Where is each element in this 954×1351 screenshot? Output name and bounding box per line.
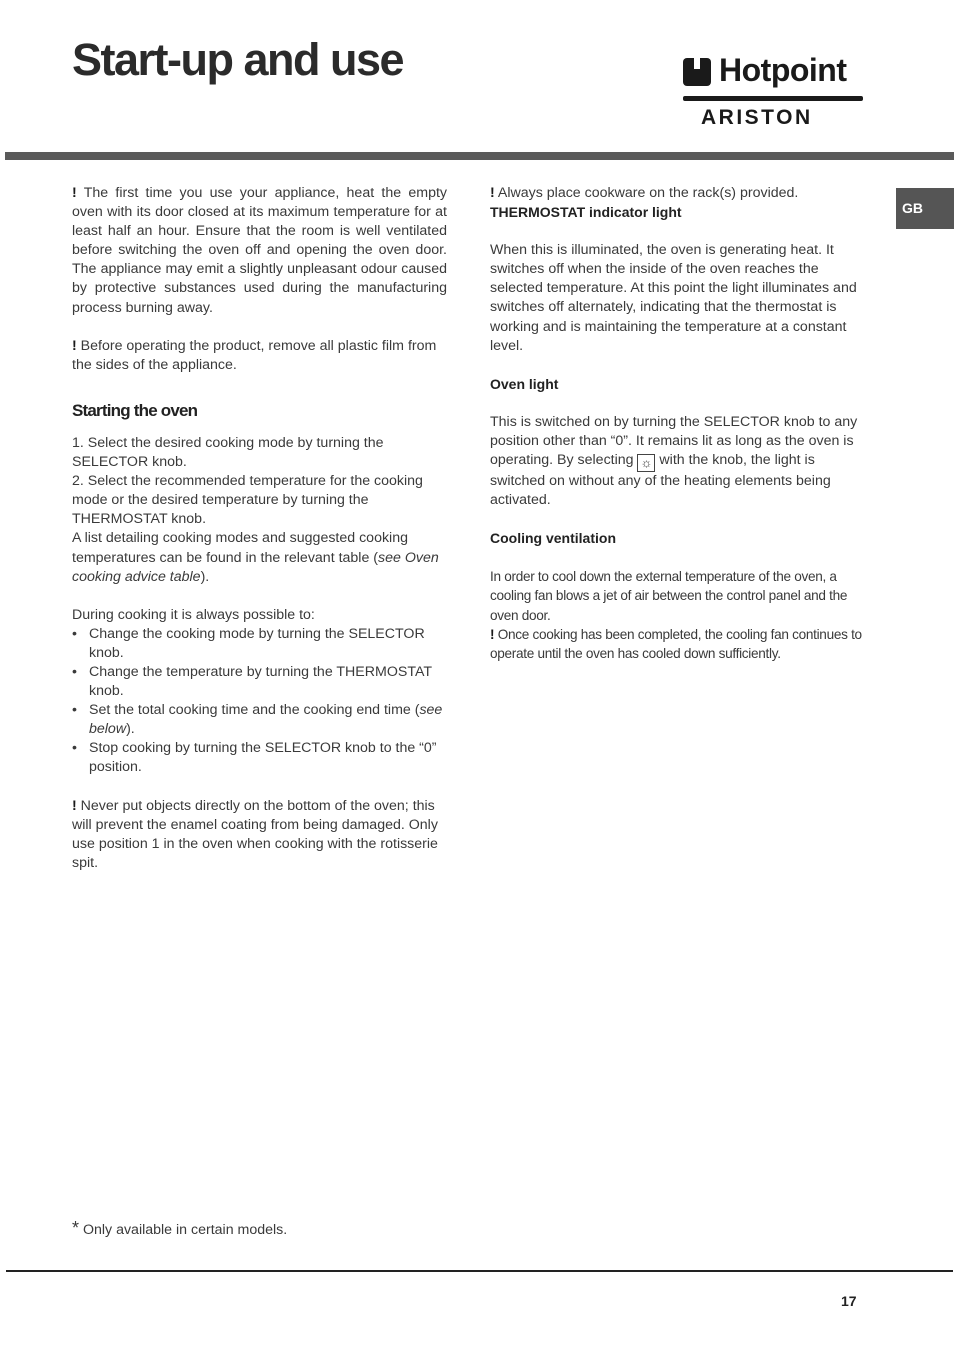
oven-light-text (490, 413, 864, 510)
logo-brand-text: Hotpoint (719, 52, 847, 88)
warning-bottom-objects-text: Never put objects directly on the bottom of the oven; this will prevent the enamel coating from being damaged. Only use position 1 in the oven when cooking with the rotisserie spit. (72, 797, 438, 871)
list-item: • Stop cooking by turning the SELECTOR knob to the “0” position. (72, 739, 447, 777)
cooking-table-reference: see Oven cooking advice table (72, 549, 439, 585)
section-heading-starting: Starting the oven (72, 400, 198, 420)
language-tab: GB (896, 188, 954, 229)
warning-cooling-fan (490, 625, 864, 663)
section-heading-thermostat: THERMOSTAT indicator light (490, 204, 682, 221)
logo-sub-text: ARISTON (701, 106, 813, 129)
step-1: 1. Select the desired cooking mode by turning the SELECTOR knob. (72, 434, 384, 471)
warning-first-use-text: The first time you use your appliance, heat the empty oven with its door closed at its maximum temperature for at least half an hour. Ensure that the room is well ventilated before switching the oven off and opening the oven door. The appliance may emit a slightly unpleasant odour caused by protective substances used during the manufacturing process burning away. (72, 185, 447, 316)
header-divider (5, 152, 954, 160)
section-heading-cooling: Cooling ventilation (490, 530, 616, 547)
warning-plastic-film-text: Before operating the product, remove all plastic film from the sides of the appliance. (72, 337, 437, 373)
brand-logo (683, 52, 863, 132)
during-cooking-intro: During cooking it is always possible to: (72, 606, 315, 623)
footnote-text: Only available in certain models. (79, 1222, 288, 1238)
list-item: • Change the temperature by turning the THERMOSTAT knob. (72, 663, 447, 701)
logo-bar (683, 96, 863, 101)
warning-cookware (490, 184, 864, 203)
section-heading-oven-light: Oven light (490, 375, 559, 392)
light-bulb-icon: ☼ (637, 454, 655, 472)
right-column (490, 184, 864, 663)
warning-cooling-fan-text: Once cooking has been completed, the cooling fan continues to operate until the oven has cooled down sufficiently. (490, 626, 862, 661)
thermostat-text: When this is illuminated, the oven is generating heat. It switches off when the inside of the oven reaches the selected temperature. At this point the light illuminates and switches off alternately, indicating that the thermostat is working and is maintaining the temperature at a constant level. (490, 242, 857, 354)
step-2: 2. Select the recommended temperature for the cooking mode or the desired temperature by turning the THERMOSTAT knob. (72, 473, 423, 528)
list-item-text-a: Set the total cooking time and the cooking end time ( (89, 702, 420, 719)
page-number: 17 (841, 1293, 857, 1309)
warning-mark: ! (490, 185, 495, 201)
warning-first-use (72, 184, 447, 318)
oven-light-text-a: This is switched on by turning the SELECTOR knob to any position other than “0”. It remains lit as long as the oven is operating. By selecting (490, 413, 858, 469)
list-item (72, 701, 447, 739)
cooking-table-note (72, 529, 447, 586)
warning-mark: ! (72, 185, 77, 201)
list-item: • Change the cooking mode by turning the SELECTOR knob. (72, 625, 447, 663)
asterisk-mark: * (72, 1218, 80, 1238)
list-item-reference: see below (89, 702, 443, 738)
warning-mark: ! (72, 797, 77, 814)
logo-square-icon (683, 58, 711, 86)
warning-mark: ! (490, 626, 495, 642)
list-item-text-b: ). (126, 721, 135, 738)
cooking-table-note-b: ). (200, 568, 210, 585)
oven-light-text-b: with the knob, the light is switched on without any of the heating elements being activated. (490, 452, 831, 509)
left-column (72, 184, 447, 873)
footer-divider (6, 1270, 953, 1272)
page-title: Start-up and use (72, 34, 404, 85)
warning-bottom-objects (72, 797, 447, 873)
warning-cookware-text: Always place cookware on the rack(s) provided. (494, 185, 799, 201)
footnote (72, 1218, 287, 1239)
cooling-text: In order to cool down the external temperature of the oven, a cooling fan blows a jet of air between the control panel and the oven door. (490, 569, 848, 623)
warning-mark: ! (72, 337, 77, 354)
cooking-table-note-a: A list detailing cooking modes and suggested cooking temperatures can be found in the relevant table ( (72, 530, 408, 566)
warning-plastic-film (72, 337, 447, 375)
